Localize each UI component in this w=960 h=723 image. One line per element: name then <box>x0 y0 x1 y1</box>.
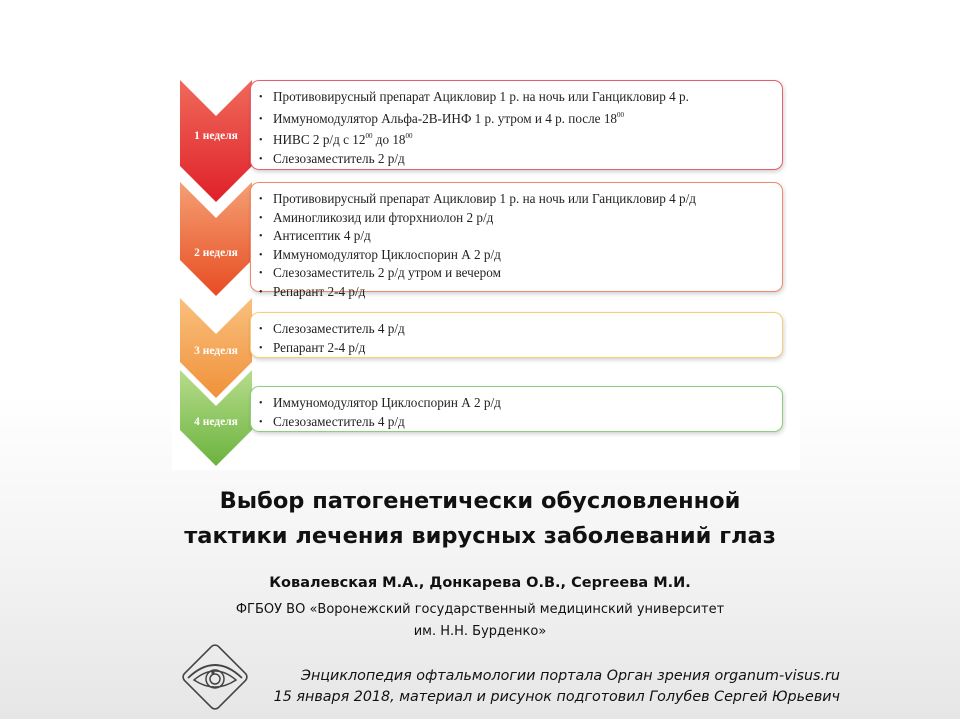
list-item: • Иммуномодулятор Циклоспорин А 2 р/д <box>259 246 501 262</box>
list-item: • Слезозаместитель 4 р/д <box>259 321 405 336</box>
chevron-arrow-icon <box>180 182 252 296</box>
list-item: • Репарант 2-4 р/д <box>259 339 366 355</box>
list-item: • Слезозаместитель 2 р/д <box>259 150 405 166</box>
week-2-label: 2 неделя <box>194 247 238 259</box>
list-item: • Репарант 2-4 р/д <box>259 283 366 299</box>
list-item: • НИВС 2 р/д с $12^{00}$ до $18^{00}$ <box>259 132 413 148</box>
list-item: • Иммуномодулятор Циклоспорин А 2 р/д <box>259 395 501 410</box>
list-item: • Слезозаместитель 4 р/д <box>259 413 405 429</box>
week-4-box <box>250 386 783 432</box>
week-3-box <box>250 312 783 358</box>
list-item: • Противовирусный препарат Ацикловир 1 р. на ночь или Ганцикловир 4 р. <box>259 89 689 104</box>
week-4-chevron <box>180 370 252 466</box>
week-1-box <box>250 80 783 170</box>
authors: Ковалевская М.А., Донкарева О.В., Сергеева М.И. <box>269 575 691 591</box>
week-1-label: 1 неделя <box>194 130 238 142</box>
page-title: Выбор патогенетически обусловленной тактики лечения вирусных заболеваний глаз <box>184 488 776 549</box>
affiliation: ФГБОУ ВО «Воронежский государственный медицинский университет им. Н.Н. Бурденко» <box>235 602 725 639</box>
week-2-box <box>250 182 783 299</box>
eye-in-diamond-icon <box>174 636 256 723</box>
list-item: • Иммуномодулятор Альфа-2В-ИНФ 1 р. утром и 4 р. после $18^{00}$ <box>259 110 625 126</box>
treatment-timeline-diagram <box>172 68 800 470</box>
list-item: • Антисептик 4 р/д <box>259 228 371 244</box>
list-item: • Противовирусный препарат Ацикловир 1 р. на ночь или Ганцикловир 4 р/д <box>259 191 696 206</box>
week-3-label: 3 неделя <box>194 345 238 357</box>
list-item: • Аминогликозид или фторхниолон 2 р/д <box>259 209 494 225</box>
week-4-label: 4 неделя <box>194 416 238 428</box>
week-2-chevron <box>180 182 252 296</box>
list-item: • Слезозаместитель 2 р/д утром и вечером <box>259 265 501 281</box>
footer-credits: Энциклопедия офтальмологии портала Орган зрения organum-visus.ru 15 января 2018, материал и рисунок подготовил Голубев Сергей Юрьевич <box>273 668 840 705</box>
